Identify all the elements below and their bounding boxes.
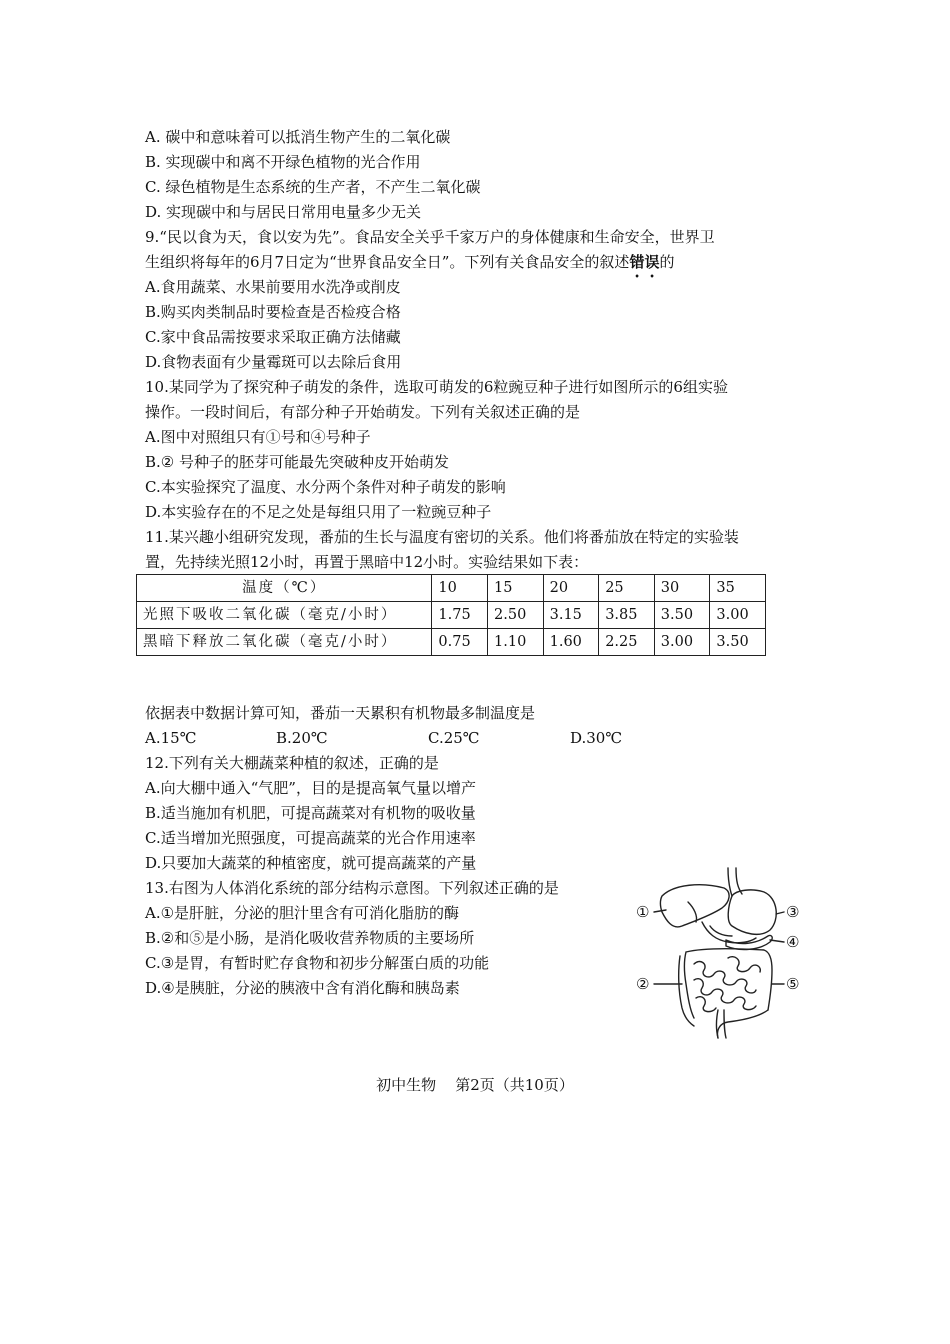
table-cell: 1.75 bbox=[432, 602, 488, 629]
q12-option-c: C.适当增加光照强度，可提高蔬菜的光合作用速率 bbox=[145, 829, 476, 847]
q12-stem: 12.下列有关大棚蔬菜种植的叙述，正确的是 bbox=[145, 754, 439, 772]
table-header-cell: 35 bbox=[710, 575, 766, 602]
q12-option-a: A.向大棚中通入“气肥”，目的是提高氧气量以增产 bbox=[145, 779, 476, 797]
diagram-label-3: ③ bbox=[786, 903, 800, 921]
small-intestine-shape bbox=[694, 957, 760, 1012]
q9-emphasis-word: 错误 bbox=[629, 253, 660, 271]
q8-option-c: C. 绿色植物是生态系统的生产者，不产生二氧化碳 bbox=[145, 178, 481, 196]
q12-option-d: D.只要加大蔬菜的种植密度，就可提高蔬菜的产量 bbox=[145, 854, 477, 872]
table-cell: 1.60 bbox=[543, 629, 599, 656]
table-header-cell: 20 bbox=[543, 575, 599, 602]
q11-stem-line1: 11.某兴趣小组研究发现，番茄的生长与温度有密切的关系。他们将番茄放在特定的实验装 bbox=[145, 528, 739, 546]
q10-stem-line1: 10.某同学为了探究种子萌发的条件，选取可萌发的6粒豌豆种子进行如图所示的6组实验 bbox=[145, 378, 728, 396]
table-cell: 1.10 bbox=[488, 629, 544, 656]
table-cell: 0.75 bbox=[432, 629, 488, 656]
q13-option-b: B.②和⑤是小肠，是消化吸收营养物质的主要场所 bbox=[145, 929, 475, 947]
q10-option-a: A.图中对照组只有①号和④号种子 bbox=[145, 428, 371, 446]
table-cell: 2.50 bbox=[488, 602, 544, 629]
q10-option-b: B.② 号种子的胚芽可能最先突破种皮开始萌发 bbox=[145, 453, 450, 471]
table-header-label: 温度（℃） bbox=[137, 575, 432, 602]
pancreas-shape bbox=[726, 935, 772, 949]
q11-option-b: B.20℃ bbox=[276, 729, 328, 747]
q11-question: 依据表中数据计算可知，番茄一天累积有机物最多制温度是 bbox=[145, 704, 536, 722]
table-header-cell: 30 bbox=[654, 575, 710, 602]
table-cell: 3.00 bbox=[654, 629, 710, 656]
diagram-label-4: ④ bbox=[786, 933, 800, 951]
table-cell: 3.50 bbox=[710, 629, 766, 656]
table-cell: 3.15 bbox=[543, 602, 599, 629]
q11-option-a: A.15℃ bbox=[145, 729, 197, 747]
q11-option-c: C.25℃ bbox=[428, 729, 480, 747]
diagram-label-5: ⑤ bbox=[786, 975, 800, 993]
table-cell: 2.25 bbox=[599, 629, 655, 656]
diagram-label-1: ① bbox=[636, 903, 650, 921]
table-header-cell: 15 bbox=[488, 575, 544, 602]
diagram-label-2: ② bbox=[636, 975, 650, 993]
stomach-shape bbox=[728, 890, 776, 934]
q8-option-a: A. 碳中和意味着可以抵消生物产生的二氧化碳 bbox=[145, 128, 451, 146]
table-cell: 3.00 bbox=[710, 602, 766, 629]
table-row bbox=[137, 602, 766, 629]
table-cell: 3.85 bbox=[599, 602, 655, 629]
q10-option-c: C.本实验探究了温度、水分两个条件对种子萌发的影响 bbox=[145, 478, 506, 496]
page-footer: 初中生物 第2页（共10页） bbox=[376, 1076, 574, 1094]
q10-option-d: D.本实验存在的不足之处是每组只用了一粒豌豆种子 bbox=[145, 503, 492, 521]
q13-stem: 13.右图为人体消化系统的部分结构示意图。下列叙述正确的是 bbox=[145, 879, 559, 897]
table-header-cell: 10 bbox=[432, 575, 488, 602]
q9-option-d: D.食物表面有少量霉斑可以去除后食用 bbox=[145, 353, 402, 371]
large-intestine-shape bbox=[685, 949, 773, 1018]
q9-stem-line1: 9.“民以食为天，食以安为先”。食品安全关乎千家万户的身体健康和生命安全，世界卫 bbox=[145, 228, 715, 246]
table-header-row bbox=[137, 575, 766, 602]
q9-option-b: B.购买肉类制品时要检查是否检疫合格 bbox=[145, 303, 401, 321]
table-row bbox=[137, 629, 766, 656]
q11-stem-line2: 置，先持续光照12小时，再置于黑暗中12小时。实验结果如下表： bbox=[145, 553, 589, 571]
q11-options bbox=[145, 728, 705, 750]
q10-stem-line2: 操作。一段时间后，有部分种子开始萌发。下列有关叙述正确的是 bbox=[145, 403, 581, 421]
q11-option-d: D.30℃ bbox=[570, 729, 623, 747]
q8-option-b: B. 实现碳中和离不开绿色植物的光合作用 bbox=[145, 153, 421, 171]
q9-option-c: C.家中食品需按要求采取正确方法储藏 bbox=[145, 328, 401, 346]
q9-stem-tail: 的 bbox=[659, 253, 675, 271]
row-label-dark: 黑暗下释放二氧化碳（毫克/小时） bbox=[137, 629, 432, 656]
q9-stem-line2 bbox=[145, 252, 674, 274]
q8-option-d: D. 实现碳中和与居民日常用电量多少无关 bbox=[145, 203, 422, 221]
q9-option-a: A.食用蔬菜、水果前要用水洗净或削皮 bbox=[145, 278, 401, 296]
table-cell: 3.50 bbox=[654, 602, 710, 629]
q13-option-c: C.③是胃，有暂时贮存食物和初步分解蛋白质的功能 bbox=[145, 954, 490, 972]
digestive-system-diagram bbox=[632, 860, 828, 1040]
q9-stem-text: 生组织将每年的6月7日定为“世界食品安全日”。下列有关食品安全的叙述 bbox=[145, 253, 630, 271]
experiment-table bbox=[136, 574, 766, 656]
liver-shape bbox=[661, 885, 730, 927]
q13-option-a: A.①是肝脏，分泌的胆汁里含有可消化脂肪的酶 bbox=[145, 904, 460, 922]
table-header-cell: 25 bbox=[599, 575, 655, 602]
row-label-light: 光照下吸收二氧化碳（毫克/小时） bbox=[137, 602, 432, 629]
q13-option-d: D.④是胰脏，分泌的胰液中含有消化酶和胰岛素 bbox=[145, 979, 460, 997]
q12-option-b: B.适当施加有机肥，可提高蔬菜对有机物的吸收量 bbox=[145, 804, 476, 822]
